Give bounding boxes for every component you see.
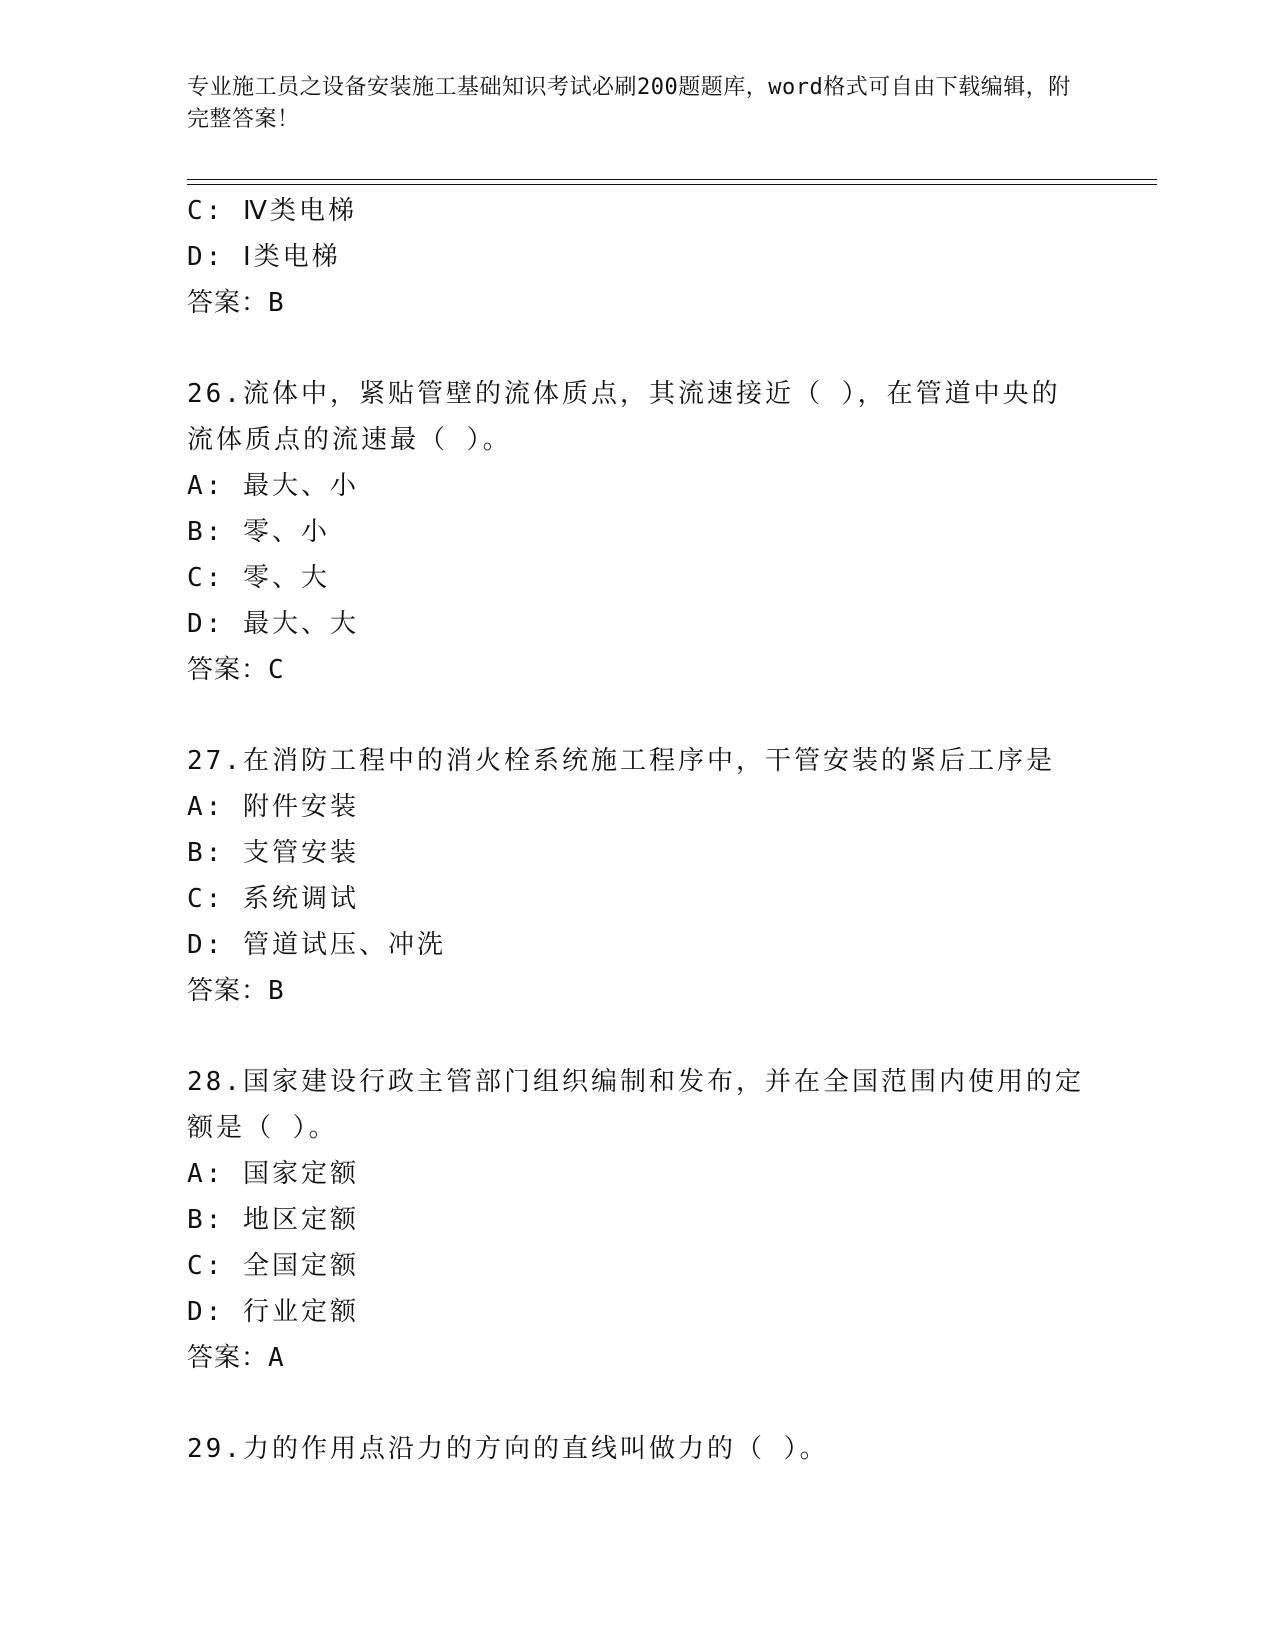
option-c: C: 系统调试 [187, 884, 359, 914]
answer-line [187, 280, 1087, 326]
option-c: C: Ⅳ类电梯 [187, 196, 357, 226]
answer-value: A [268, 1343, 285, 1373]
question-block-partial [187, 188, 1087, 326]
header-title: 专业施工员之设备安装施工基础知识考试必刷200题题库，word格式可自由下载编辑，附完整答案！ [187, 75, 1071, 132]
question-list [187, 188, 1087, 1472]
answer-line [187, 1335, 1087, 1381]
option-b: B: 支管安装 [187, 838, 359, 868]
answer-label: 答案： [187, 1343, 269, 1373]
header-rule-bottom [187, 184, 1157, 185]
option-c: C: 全国定额 [187, 1251, 359, 1281]
question-block-29 [187, 1426, 1087, 1472]
header-rule-top [187, 179, 1157, 180]
answer-value: B [268, 976, 285, 1006]
option-d: D: Ⅰ类电梯 [187, 242, 341, 272]
option-a: A: 附件安装 [187, 792, 359, 822]
option-c: C: 零、大 [187, 563, 330, 593]
question-text: 26.流体中，紧贴管壁的流体质点，其流速接近（ ），在管道中央的流体质点的流速最（ ）。 [187, 379, 1061, 455]
option-d: D: 管道试压、冲洗 [187, 930, 446, 960]
option-b: B: 地区定额 [187, 1205, 359, 1235]
question-text: 27.在消防工程中的消火栓系统施工程序中，干管安装的紧后工序是 [187, 746, 1055, 776]
question-block-27 [187, 738, 1087, 1014]
option-d: D: 最大、大 [187, 609, 359, 639]
answer-line [187, 647, 1087, 693]
question-block-28 [187, 1059, 1087, 1381]
answer-value: C [268, 655, 285, 685]
option-a: A: 国家定额 [187, 1159, 359, 1189]
question-block-26 [187, 371, 1087, 693]
question-text: 28.国家建设行政主管部门组织编制和发布，并在全国范围内使用的定额是（ ）。 [187, 1067, 1084, 1143]
question-text: 29.力的作用点沿力的方向的直线叫做力的（ ）。 [187, 1434, 829, 1464]
answer-label: 答案： [187, 288, 269, 318]
answer-line [187, 968, 1087, 1014]
answer-label: 答案： [187, 655, 269, 685]
option-b: B: 零、小 [187, 517, 330, 547]
option-a: A: 最大、小 [187, 471, 359, 501]
answer-label: 答案： [187, 976, 269, 1006]
answer-value: B [268, 288, 285, 318]
option-d: D: 行业定额 [187, 1297, 359, 1327]
document-header [187, 72, 1077, 136]
